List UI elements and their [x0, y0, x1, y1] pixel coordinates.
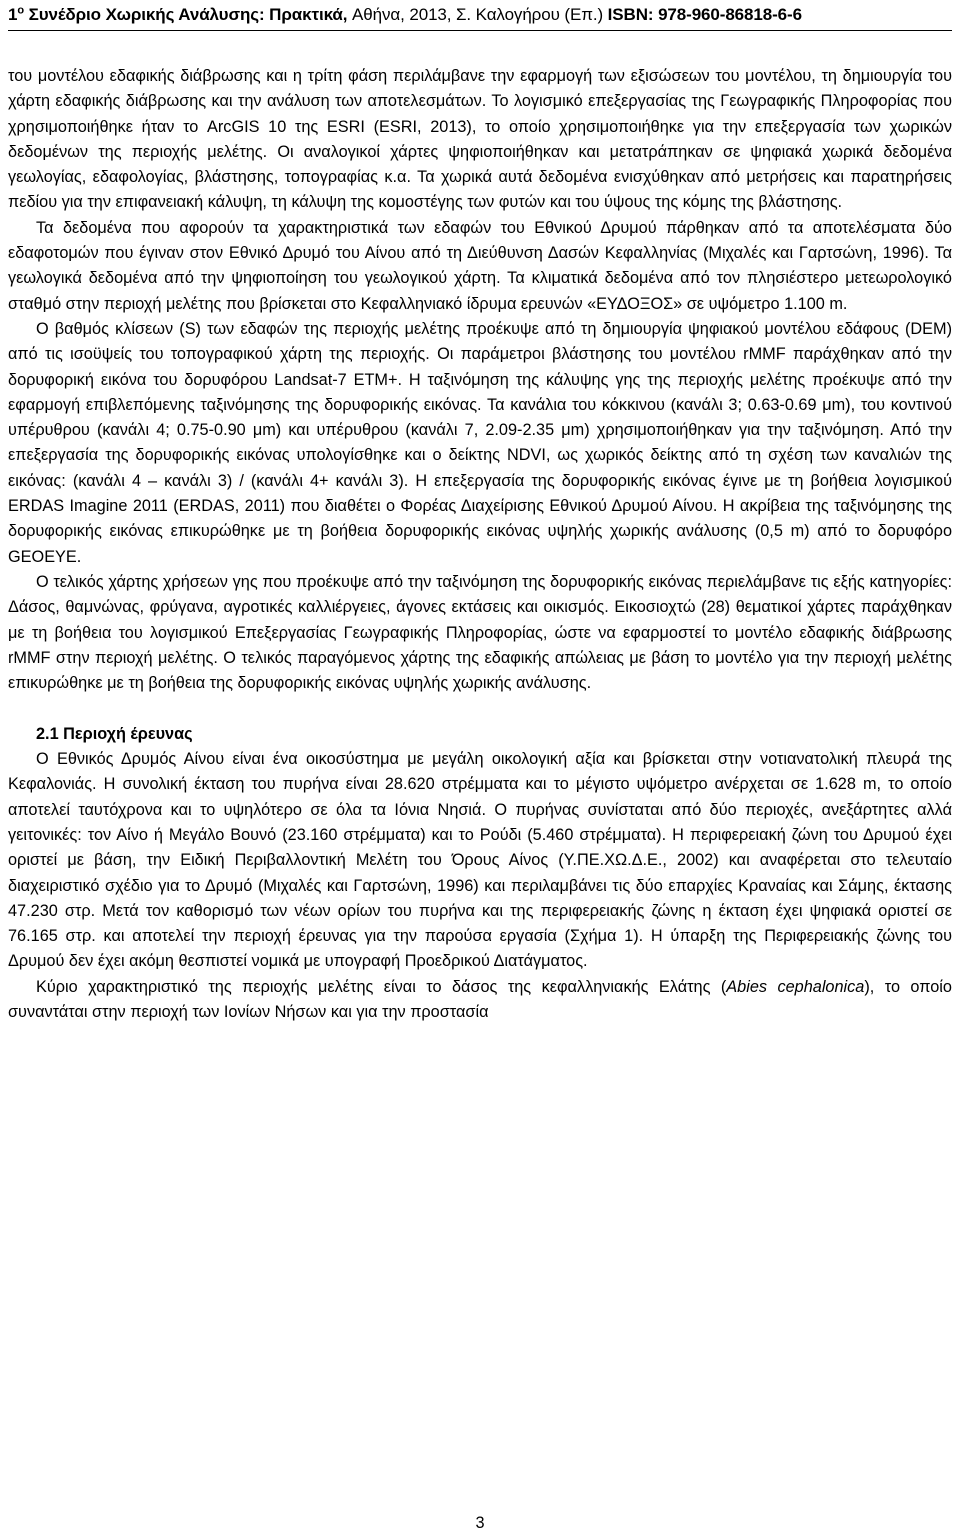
running-header	[8, 4, 952, 26]
paragraph-soil-data: Τα δεδομένα που αφορούν τα χαρακτηριστικά των εδαφών του Εθνικού Δρυμού πάρθηκαν από τα αποτελέσματα δύο εδαφοτομών που έγιναν στον Εθνικό Δρυμό του Αίνου από τη Διεύθυνση Δασών Κεφαλληνίας (Μιχαλές και Γαρτσώνη, 1996). Τα γεωλογικά δεδομένα από την ψηφιοποίηση του γεωλογικού χάρτη. Τα κλιματικά δεδομένα από τον πλησιέστερο μετεωρολογικό σταθμό στην περιοχή μελέτης που βρίσκεται στο Κεφαλληνιακό ίδρυμα ερευνών «ΕΥΔΟΞΟΣ» σε υψόμετρο 1.100 m.	[8, 218, 952, 313]
fir-text-start: Κύριο χαρακτηριστικό της περιοχής μελέτης είναι το δάσος της κεφαλληνιακής Ελάτης (	[36, 977, 727, 996]
conference-isbn: ISBN: 978-960-86818-6-6	[607, 5, 802, 24]
fir-text-end: ), το οποίο συναντάται στην περιοχή των Ιονίων Νήσων και για την προστασία	[8, 977, 952, 1021]
paragraph-methods-continued: του μοντέλου εδαφικής διάβρωσης και η τρίτη φάση περιλάμβανε την εφαρμογή των εξισώσεων του μοντέλου, τη δημιουργία του χάρτη εδαφικής διάβρωσης και την ανάλυση των αποτελεσμάτων. Το λογισμικό επεξεργασίας της Γεωγραφικής Πληροφορίας που χρησιμοποιήθηκε ήταν το ArcGIS 10 της ESRI (ESRI, 2013), το οποίο χρησιμοποιήθηκε για την επεξεργασία των χωρικών δεδομένων της περιοχής μελέτης. Οι αναλογικοί χάρτες ψηφιοποιήθηκαν και μετατράπηκαν σε ψηφιακά χωρικά δεδομένα γεωλογίας, εδαφολογίας, βλάστησης, τοπογραφίας κ.α. Τα χωρικά αυτά δεδομένα ενισχύθηκαν από μετρήσεις και παρατηρήσεις πεδίου για την επιφανειακή κάλυψη, τη κάλυψη της κομοστέγης των φυτών και του ύψους της κόμης της βλάστησης.	[8, 67, 952, 212]
conference-ordinal-superscript: ο	[17, 4, 24, 17]
species-name-italic: Abies cephalonica	[726, 977, 865, 996]
paragraph-spacer	[8, 696, 952, 721]
page-number: 3	[475, 1514, 485, 1532]
conference-title: Συνέδριο Χωρικής Ανάλυσης: Πρακτικά,	[28, 5, 348, 24]
paragraph-fir-forest	[8, 975, 952, 1026]
paragraph-slope-vegetation: Ο βαθμός κλίσεων (S) των εδαφών της περιοχής μελέτης προέκυψε από τη δημιουργία ψηφιακού μοντέλου εδάφους (DEM) από τις ισοϋψείς του τοπογραφικού χάρτη της περιοχής. Οι παράμετροι βλάστησης του μοντέλου rMMF παράχθηκαν από την δορυφορική εικόνα του δορυφόρου Landsat-7 ETM+. Η ταξινόμηση της κάλυψης γης της περιοχής μελέτης προέκυψε από την εφαρμογή επιβλεπόμενης ταξινόμησης της δορυφορικής εικόνας. Τα κανάλια του κόκκινου (κανάλι 3; 0.63-0.69 μm), του κοντινού υπέρυθρου (κανάλι 4; 0.75-0.90 μm) και υπέρυθρου (κανάλι 7, 2.09-2.35 μm) χρησιμοποιήθηκαν για την ταξινόμηση. Από την επεξεργασία της δορυφορικής εικόνας υπολογίσθηκε και ο δείκτης NDVI, ως χωρικός δείκτης από τη σχέση των καναλιών της εικόνας: (κανάλι 4 – κανάλι 3) / (κανάλι 4+ κανάλι 3). Η επεξεργασία της δορυφορικής εικόνας έγινε με τη βοήθεια λογισμικού ERDAS Imagine 2011 (ERDAS, 2011) που διαθέτει ο Φορέας Διαχείρισης Εθνικού Δρυμού Αίνου. Η ακρίβεια της ταξινόμησης της δορυφορικής εικόνας επικυρώθηκε με τη βοήθεια δορυφορικής εικόνας υψηλής χωρικής ανάλυσης (0,5 m) από το δορυφόρο GEOEYE.	[8, 319, 952, 566]
body-text	[8, 64, 952, 1025]
paragraph-study-area: Ο Εθνικός Δρυμός Αίνου είναι ένα οικοσύστημα με μεγάλη οικολογική αξία και βρίσκεται στην νοτιανατολική πλευρά της Κεφαλονιάς. Η συνολική έκταση του πυρήνα είναι 28.620 στρέμματα και το μέγιστο υψόμετρο ανέρχεται σε 1.628 m, το οποίο αποτελεί ταυτόχρονα και το υψηλότερο σε όλα τα Ιόνια Νησιά. Ο πυρήνας συνίσταται από δύο περιοχές, ανεξάρτητες αλλά γειτονικές: τον Αίνο ή Μεγάλο Βουνό (23.160 στρέμματα) και το Ρούδι (5.460 στρέμματα). Η περιφερειακή ζώνη του Δρυμού έχει οριστεί με βάση, την Ειδική Περιβαλλοντική Μελέτη του Όρους Αίνος (Υ.ΠΕ.ΧΩ.Δ.Ε., 2002) και αναφέρεται στο τελευταίο διαχειριστικό σχέδιο για το Δρυμό (Μιχαλές και Γαρτσώνη, 1996) και περιλαμβάνει τις δύο επαρχίες Κραναίας και Σάμης, έκτασης 47.230 στρ. Μετά τον καθορισμό των νέων ορίων του πυρήνα και της περιφερειακής ζώνης η έκταση έχει ψηφιακά οριστεί σε 76.165 στρ. και αποτελεί την περιοχή έρευνας για την παρούσα εργασία (Σχήμα 1). Η ύπαρξη της Περιφερειακής ζώνης του Δρυμού δεν έχει ακόμη θεσπιστεί νομικά με υπογραφή Προεδρικού Διατάγματος.	[8, 750, 952, 971]
conference-details: Αθήνα, 2013, Σ. Καλογήρου (Επ.)	[352, 5, 604, 24]
conference-number: 1	[8, 5, 18, 24]
section-heading-study-area: 2.1 Περιοχή έρευνας	[36, 724, 193, 743]
header-divider	[8, 30, 952, 31]
paragraph-land-use-map: Ο τελικός χάρτης χρήσεων γης που προέκυψε από την ταξινόμηση της δορυφορικής εικόνας περιελάμβανε τις εξής κατηγορίες: Δάσος, θαμνώνας, φρύγανα, αγροτικές καλλιέργειες, άγονες εκτάσεις και οικισμός. Εικοσιοχτώ (28) θεματικοί χάρτες παράχθηκαν με τη βοήθεια του λογισμικού Επεξεργασίας Γεωγραφικής Πληροφορίας, ώστε να εφαρμοστεί το μοντέλο εδαφικής διάβρωσης rMMF στην περιοχή μελέτης. Ο τελικός παραγόμενος χάρτης της εδαφικής απώλειας με βάση το μοντέλο για την περιοχή μελέτης επικυρώθηκε με τη βοήθεια της δορυφορικής εικόνας υψηλής χωρικής ανάλυσης.	[8, 572, 952, 693]
